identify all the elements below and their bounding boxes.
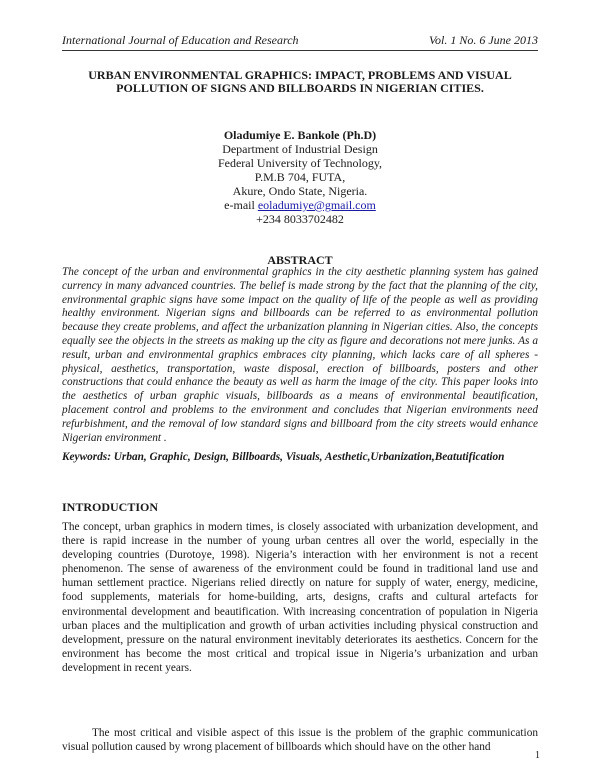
author-name: Oladumiye E. Bankole (Ph.D): [223, 128, 377, 142]
page-number: 1: [535, 750, 540, 761]
running-header: [62, 33, 538, 47]
email-prefix: e-mail: [224, 198, 255, 212]
keywords: Keywords: Urban, Graphic, Design, Billboards, Visuals, Aesthetic,Urbanization,Beatutification: [62, 451, 505, 463]
author-city: Akure, Ondo State, Nigeria.: [232, 184, 368, 198]
journal-name: International Journal of Education and Research: [62, 33, 299, 47]
header-rule: [62, 50, 538, 51]
introduction-heading: INTRODUCTION: [62, 500, 159, 514]
introduction-paragraph-1: The concept, urban graphics in modern times, is closely associated with urbanization development, and there is rapid increase in the number of young urban centres all over the world, especially in the developing countries (Durotoye, 1998). Nigeria’s interaction with her environment is not a recent phenomenon. The sense of awareness of the environment could be found in traditional land use and human settlement practice. Nigerians relied directly on nature for supply of water, energy, medicine, food supplements, materials for home-building, arts, designs, crafts and cultural artefacts for environmental development and beautification. With increasing concentration of population in Nigeria urban places and the multiplication and growth of urban activities including physical construction and development, pressure on the natural environment inevitably deteriorates its aesthetics. Concern for the environment has become the most critical and tropical issue in Nigeria’s urbanization and urban development in recent years.: [62, 521, 538, 674]
issue-info: Vol. 1 No. 6 June 2013: [429, 33, 538, 47]
abstract-text: The concept of the urban and environmental graphics in the city aesthetic planning system has gained currency in many advanced countries. The belief is made strong by the fact that the planning of the city, environmental graphic signs have some impact on the quality of life of the people as well as providing healthy environment. Nigerian signs and billboards can be referred to as environmental pollution because they create problems, and affect the urbanization planning in Nigerian cities. Also, the concepts equally see the objects in the streets as making up the city as figure and decorations not mere junks. As a result, urban and environmental graphics embraces city planning, which lacks care of all spheres - physical, aesthetics, transportation, waste disposal, erection of billboards, posters and other constructions that could enhance the beauty as well as harm the image of the city. This paper looks into the aesthetics of urban graphic visuals, billboards as a means of environmental beautification, placement control and problems to the environment and concludes that Nigerian environments need refurbishment, and the removal of low standard signs and billboard from the city streets would enhance Nigerian environment .: [62, 266, 538, 444]
author-department: Department of Industrial Design: [222, 142, 378, 156]
introduction-paragraph-2: The most critical and visible aspect of this issue is the problem of the graphic communication visual pollution caused by wrong placement of billboards which should have on the other hand: [62, 727, 538, 754]
paper-title: URBAN ENVIRONMENTAL GRAPHICS: IMPACT, PROBLEMS AND VISUAL POLLUTION OF SIGNS AND BILLBOARDS IN NIGERIAN CITIES.: [88, 68, 512, 95]
author-university: Federal University of Technology,: [217, 156, 383, 170]
author-email-line: [62, 198, 538, 212]
abstract-heading: ABSTRACT: [267, 253, 333, 267]
author-pmb: P.M.B 704, FUTA,: [254, 170, 346, 184]
author-block: [62, 128, 538, 226]
author-phone: +234 8033702482: [256, 212, 344, 226]
email-link[interactable]: eoladumiye@gmail.com: [257, 198, 376, 212]
